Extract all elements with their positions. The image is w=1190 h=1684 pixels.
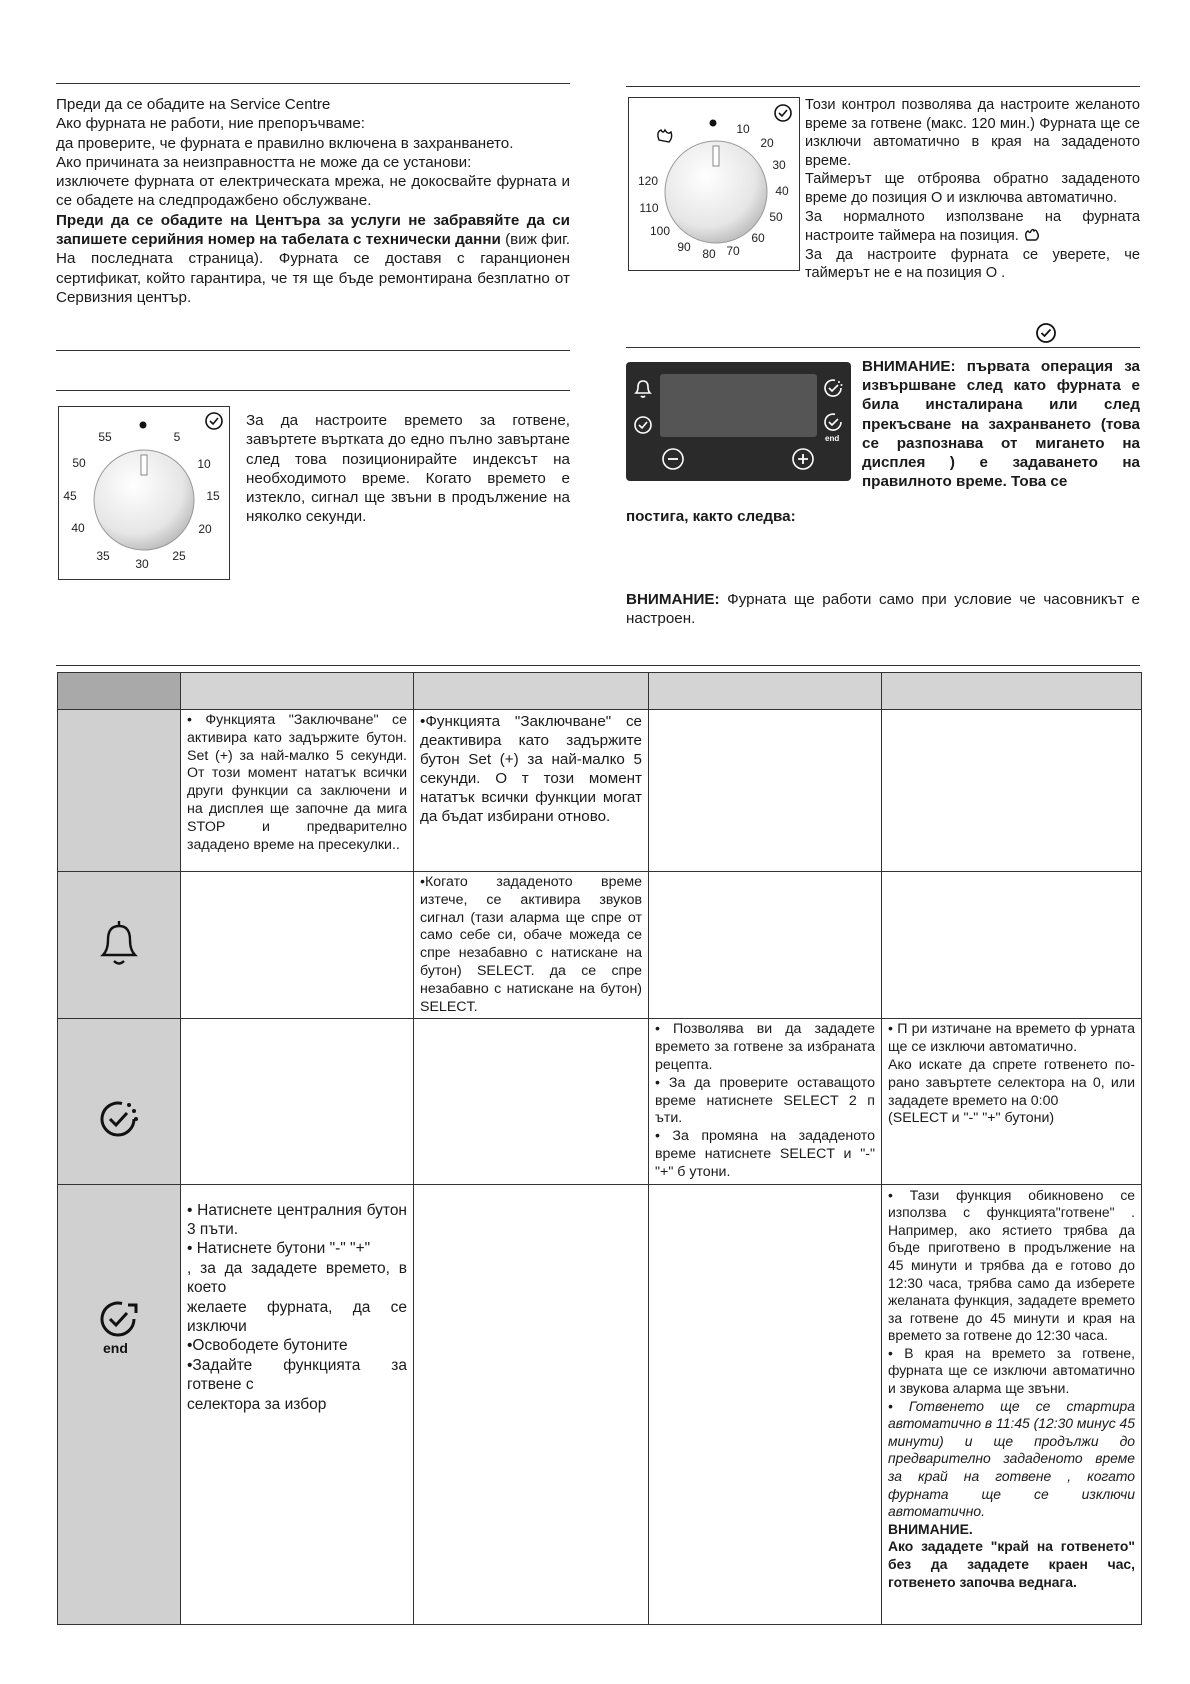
service-section xyxy=(56,95,570,307)
service-bold: Преди да се обадите на Центъра за услуги не забравяйте да си запишете серийния номер на табелата с технически данни xyxy=(56,211,570,249)
dial-number: 35 xyxy=(96,549,110,563)
service-line: Преди да се обадите на Service Centre xyxy=(56,96,331,113)
table-cell xyxy=(882,1019,1142,1184)
divider xyxy=(626,347,1140,348)
minus-button[interactable] xyxy=(660,446,686,472)
dial-number: 55 xyxy=(98,430,112,444)
dial-number: 30 xyxy=(135,557,149,571)
dial-number: 10 xyxy=(736,122,750,136)
end-timer-section xyxy=(805,96,1140,283)
dial-number: 90 xyxy=(677,240,691,254)
cell-line: • За промяна на зададеното време натиснете SELECT и "-" "+" б утони. xyxy=(655,1128,875,1180)
digital-control-panel xyxy=(626,362,851,481)
end-timer-para: Този контрол позволява да настроите желаното време за готвене (макс. 120 мин.) Фурната ще се изключи автоматично в края на зададеното време. xyxy=(805,97,1140,169)
end-timer-dial xyxy=(628,97,800,271)
end-label: end xyxy=(825,434,840,443)
dial-number: 5 xyxy=(173,430,181,444)
cell-line: • Тази функция обикновено се използва с функцията"готвене" . Например, ако ястието трябва да бъде приготвено в продължение на 45 минути и трябва да е готово до 12:30 часа, трябва само да изберете желаната функция, зададете времето за готвене до 45 минути и края на времето за готвене до 12:30 часа. xyxy=(888,1186,1135,1344)
table-row xyxy=(58,1184,1142,1624)
bell-icon xyxy=(97,915,141,969)
table-header-cell xyxy=(181,673,414,710)
clock-icon[interactable] xyxy=(632,414,654,436)
plus-button[interactable] xyxy=(790,446,816,472)
table-cell xyxy=(649,872,882,1019)
dial-number: 45 xyxy=(63,489,77,503)
dial-number: 30 xyxy=(772,158,786,172)
row-icon-cell xyxy=(58,710,181,872)
divider xyxy=(56,390,570,391)
service-line: да проверите, че фурната е правилно включена в захранването. xyxy=(56,134,514,152)
table-cell xyxy=(882,1184,1142,1624)
dial-number: 10 xyxy=(197,457,211,471)
table-cell xyxy=(649,710,882,872)
dial-number: 40 xyxy=(775,184,789,198)
row-icon-cell xyxy=(58,872,181,1019)
first-setup-warning-tail: постига, както следва: xyxy=(626,508,796,525)
table-cell xyxy=(414,1184,649,1624)
cell-line: • П ри изтичане на времето ф урната ще се изключи автоматично. xyxy=(888,1021,1135,1056)
clock-icon xyxy=(1035,322,1057,344)
table-row xyxy=(58,1019,1142,1184)
divider xyxy=(56,665,1140,666)
cell-line: желаете фурната, да се изключи xyxy=(187,1298,407,1335)
table-row xyxy=(58,710,1142,872)
table-cell xyxy=(181,1019,414,1184)
table-header-cell xyxy=(882,673,1142,710)
cell-line: • Натиснете бутони "-" "+" xyxy=(187,1240,371,1258)
cell-line: Ако искате да спрете готвенето по-рано завъртете селектора на 0, или зададете времето на 0:00 xyxy=(888,1056,1135,1109)
dial-number: 120 xyxy=(637,174,659,188)
service-line: изключете фурната от електрическата мрежа, не докосвайте фурната и се обадете на следпродажбено обслужване. xyxy=(56,173,570,210)
service-line: Ако фурната не работи, ние препоръчваме: xyxy=(56,115,366,133)
cell-line: •Задайте функцията за готвене с xyxy=(187,1356,407,1394)
dial-number: 25 xyxy=(172,549,186,563)
divider xyxy=(56,83,570,84)
dial-number: 60 xyxy=(751,231,765,245)
table-cell xyxy=(882,872,1142,1019)
cell-line: • Готвенето ще се стартира автоматично в 11:45 (12:30 минус 45 минути) и ще продължи до предварително зададеното време за край на готвене , когато фурната ще се изключи автоматично. xyxy=(888,1397,1135,1520)
divider xyxy=(56,350,570,351)
clock-note xyxy=(626,590,1140,629)
bell-icon[interactable] xyxy=(632,376,654,400)
row-icon-cell xyxy=(58,1184,181,1624)
dial-number: 15 xyxy=(206,489,220,503)
table-cell xyxy=(649,1019,882,1184)
dial-number: 20 xyxy=(760,136,774,150)
digital-display xyxy=(660,374,817,437)
dial-number: 80 xyxy=(702,247,716,261)
dial-number: 70 xyxy=(726,244,740,258)
cell-line: • За да проверите оставащото време натиснете SELECT 2 п ъти. xyxy=(655,1074,875,1127)
table-cell xyxy=(414,1019,649,1184)
function-table xyxy=(57,672,1142,1625)
service-rest: (виж фиг. На последната страница). Фурната се доставя с гаранционен сертификат, който гарантира, че тя ще бъде ремонтирана безплатно от Сервизния център. xyxy=(56,231,571,306)
cell-line: селектора за избор xyxy=(187,1395,327,1413)
cell-line: • Натиснете централния бутон 3 пъти. xyxy=(187,1201,407,1238)
cell-line: • Позволява ви да зададете времето за готвене за избраната рецепта. xyxy=(655,1021,875,1073)
dial-number: 40 xyxy=(71,521,85,535)
table-cell: •Функцията "Заключване" се деактивира като задържите бутон Set (+) за най-малко 5 секунди. О т този момент нататък всички функции могат да бъдат избирани отново. xyxy=(414,710,649,872)
row-icon-cell xyxy=(58,1019,181,1184)
service-line: Ако причината за неизправността не може да се установи: xyxy=(56,153,472,171)
dial-number: 20 xyxy=(198,522,212,536)
dial-number: 50 xyxy=(72,456,86,470)
minute-timer-text: За да настроите времето за готвене, завъртете въртката до едно пълно завъртане след това позиционирайте индексът на необходимото време. Когато времето е изтекло, сигнал ще звъни в продължение на няколко секунди. xyxy=(246,412,570,526)
cell-line: •Освободете бутоните xyxy=(187,1337,348,1355)
table-cell xyxy=(181,872,414,1019)
clock-note-label: ВНИМАНИЕ: xyxy=(626,591,720,608)
cooking-timer-icon xyxy=(94,1094,144,1144)
dial-number: 110 xyxy=(639,201,659,215)
minute-timer-dial xyxy=(58,406,230,580)
cell-line: (SELECT и "-" "+" бутони) xyxy=(888,1110,1055,1127)
end-timer-icon[interactable] xyxy=(822,410,846,444)
table-header-cell xyxy=(649,673,882,710)
cell-line: , за да зададете времето, в което xyxy=(187,1259,407,1297)
end-label: end xyxy=(103,1339,128,1356)
table-cell: •Когато зададеното време изтече, се активира звуков сигнал (тази аларма ще спре от само себе си, обаче можеда се спре незабавно с натискане на бутон) SELECT. да се спре незабавно с натискане на бутон) SELECT. xyxy=(414,872,649,1019)
dial-number: 100 xyxy=(649,224,671,238)
clock-note-text: Фурната ще работи само при условие че часовникът е настроен. xyxy=(626,591,1140,628)
table-header-row xyxy=(58,673,1142,710)
table-cell xyxy=(181,1184,414,1624)
dial-number: 50 xyxy=(769,210,783,224)
table-row xyxy=(58,872,1142,1019)
dial-graphic xyxy=(59,407,229,579)
end-timer-para: За нормалното използване на фурната настроите таймера на позиция. xyxy=(805,208,1140,245)
table-header-cell xyxy=(58,673,181,710)
cell-line: • В края на времето за готвене, фурната ще се изключи автоматично и звукова аларма ще звъни. xyxy=(888,1344,1135,1397)
table-cell xyxy=(649,1184,882,1624)
first-setup-warning: ВНИМАНИЕ: първата операция за извършване след като фурната е била инсталирана или след прекъсване на захранването (това се разпознава от мигането на дисплея ) е задаването на правилното време. Това се xyxy=(862,358,1140,491)
end-timer-para: Таймерът ще отброява обратно зададеното време до позиция О и изключва автоматично. xyxy=(805,171,1140,206)
cooking-timer-icon[interactable] xyxy=(822,376,846,400)
divider xyxy=(626,86,1140,87)
table-cell xyxy=(882,710,1142,872)
table-header-cell xyxy=(414,673,649,710)
cell-line: ВНИМАНИЕ. xyxy=(888,1520,973,1537)
hand-icon xyxy=(1023,226,1041,242)
table-cell: • Функцията "Заключване" се активира като задържите бутон. Set (+) за най-малко 5 секунди. От този момент нататък всички други функции са заключени и на дисплея ще започне да мига STOP и предварително зададено време на пресекулки.. xyxy=(181,710,414,872)
cell-line: Ако зададете "край на готвенето" без да зададете краен час, готвенето започва веднага. xyxy=(888,1538,1135,1590)
end-timer-para: За да настроите фурната се уверете, че таймерът не е на позиция О . xyxy=(805,246,1140,282)
end-timer-icon xyxy=(94,1297,144,1357)
